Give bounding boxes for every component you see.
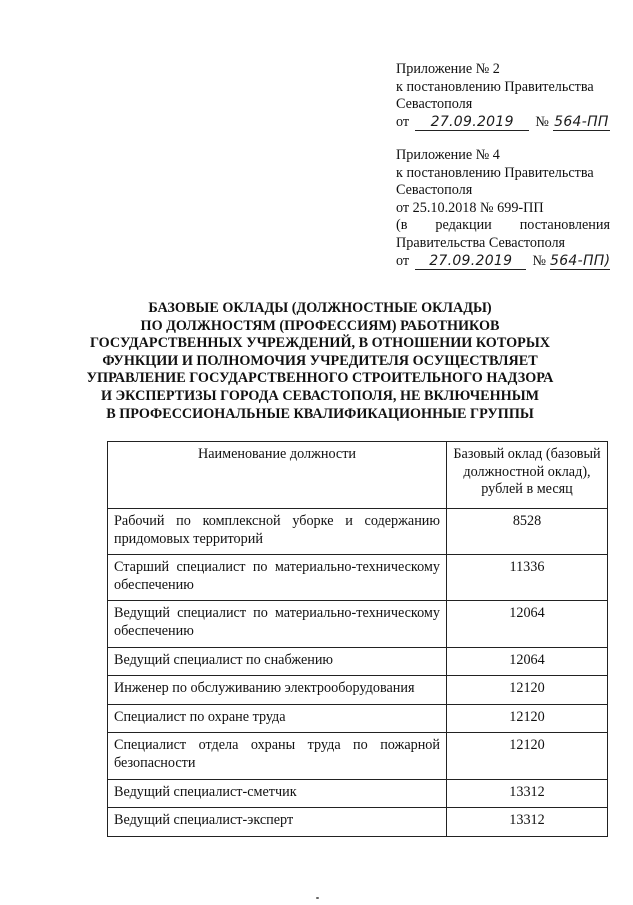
appendix-4-handwritten-date: 27.09.2019 (415, 254, 526, 270)
edition-word-1: (в (396, 217, 408, 234)
edition-word-3: постановления (519, 217, 610, 234)
salary-value: 12120 (447, 704, 608, 733)
appendix-2-handwritten-number: 564-ПП (554, 113, 609, 130)
appendix-4-resolution-line: к постановлению Правительства (396, 164, 594, 181)
table-row (108, 601, 608, 647)
position-name: Специалист отдела охраны труда по пожарной безопасности (108, 733, 447, 779)
title-line: ГОСУДАРСТВЕННЫХ УЧРЕЖДЕНИЙ, В ОТНОШЕНИИ КОТОРЫХ (90, 335, 550, 352)
salary-value: 12064 (447, 601, 608, 647)
appendix-4-date-prefix: от (396, 252, 410, 269)
appendix-4-original-date-line: от 25.10.2018 № 699-ПП (396, 199, 544, 216)
table-row (108, 676, 608, 705)
table-row (108, 808, 608, 837)
table-row (108, 647, 608, 676)
position-name: Ведущий специалист-сметчик (108, 779, 447, 808)
position-name: Ведущий специалист по снабжению (108, 647, 447, 676)
salary-value: 13312 (447, 808, 608, 837)
salary-value: 11336 (447, 555, 608, 601)
appendix-4-edition-line (396, 217, 610, 235)
title-line: УПРАВЛЕНИЕ ГОСУДАРСТВЕННОГО СТРОИТЕЛЬНОГО НАДЗОРА (86, 370, 554, 387)
appendix-2-handwritten-date: 27.09.2019 (415, 115, 529, 131)
appendix-4-government-line: Правительства Севастополя (396, 234, 566, 251)
title-line: В ПРОФЕССИОНАЛЬНЫЕ КВАЛИФИКАЦИОННЫЕ ГРУППЫ (106, 405, 534, 422)
salary-value: 12120 (447, 676, 608, 705)
position-name: Ведущий специалист-эксперт (108, 808, 447, 837)
position-name: Рабочий по комплексной уборке и содержанию придомовых территорий (108, 509, 447, 555)
appendix-2-date-prefix: от (396, 113, 410, 130)
title-line: ФУНКЦИИ И ПОЛНОМОЧИЯ УЧРЕДИТЕЛЯ ОСУЩЕСТВЛЯЕТ (102, 352, 538, 369)
table-row (108, 704, 608, 733)
appendix-2-title: Приложение № 2 (396, 61, 500, 77)
appendix-4-number-sign: № (532, 252, 546, 269)
salary-header-line: должностной оклад), (463, 463, 591, 480)
salary-header-line: рублей в месяц (481, 481, 573, 498)
title-line: ПО ДОЛЖНОСТЯМ (ПРОФЕССИЯМ) РАБОТНИКОВ (140, 317, 500, 334)
position-name: Инженер по обслуживанию электрооборудования (108, 676, 447, 705)
title-line: И ЭКСПЕРТИЗЫ ГОРОДА СЕВАСТОПОЛЯ, НЕ ВКЛЮЧЕННЫМ (100, 387, 540, 404)
appendix-4-handwritten-number: 564-ПП) (550, 252, 611, 269)
salary-table (107, 441, 608, 837)
edition-word-2: редакции (435, 217, 492, 234)
table-row (108, 555, 608, 601)
appendix-2-block (396, 61, 610, 131)
appendix-4-title: Приложение № 4 (396, 147, 500, 163)
document-title (80, 300, 560, 423)
position-name: Ведущий специалист по материально-техническому обеспечению (108, 601, 447, 647)
salary-header-line: Базовый оклад (базовый (453, 446, 601, 462)
table-row (108, 779, 608, 808)
table-row (108, 733, 608, 779)
appendix-2-resolution-line: к постановлению Правительства (396, 78, 594, 95)
salary-value: 12064 (447, 647, 608, 676)
salary-value: 8528 (447, 509, 608, 555)
appendix-4-city-line: Севастополя (396, 182, 473, 199)
appendix-2-date-line (396, 114, 610, 132)
salary-value: 13312 (447, 779, 608, 808)
position-name: Старший специалист по материально-техническому обеспечению (108, 555, 447, 601)
appendix-2-city-line: Севастополя (396, 96, 473, 113)
column-header-position: Наименование должности (108, 442, 447, 509)
salary-value: 12120 (447, 733, 608, 779)
column-header-salary (447, 442, 608, 509)
appendix-4-block (396, 147, 610, 270)
scan-speck (316, 897, 319, 899)
title-line: БАЗОВЫЕ ОКЛАДЫ (ДОЛЖНОСТНЫЕ ОКЛАДЫ) (148, 300, 492, 316)
table-row (108, 509, 608, 555)
appendix-2-number-sign: № (535, 113, 549, 130)
position-name: Специалист по охране труда (108, 704, 447, 733)
table-header-row (108, 442, 608, 509)
appendix-4-date-line (396, 253, 610, 271)
